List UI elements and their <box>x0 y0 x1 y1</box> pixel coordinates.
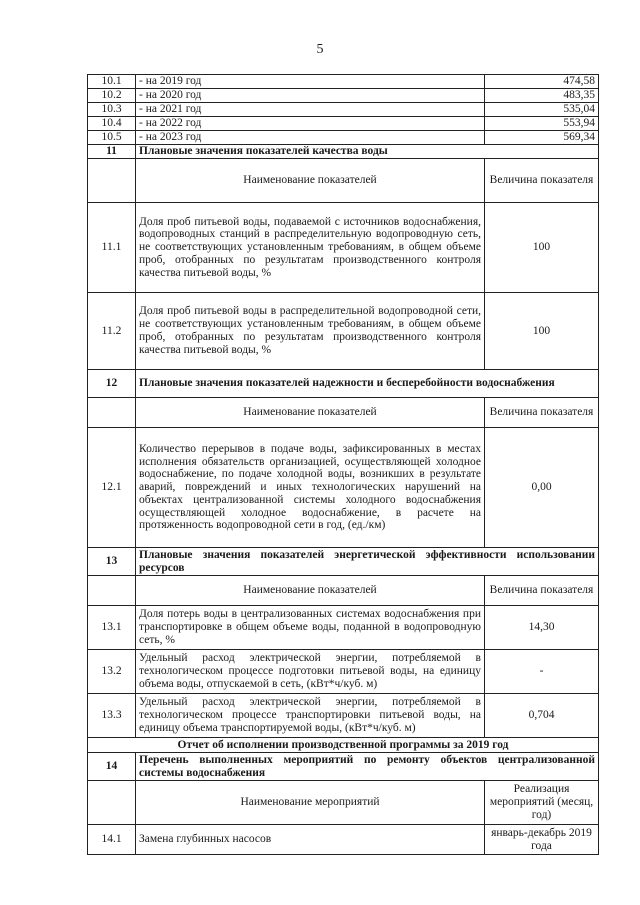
indicators-table <box>87 74 599 855</box>
row-value: 100 <box>485 203 599 293</box>
row-number: 10.2 <box>88 89 136 103</box>
row-number: 10.5 <box>88 131 136 145</box>
table-row <box>88 75 599 89</box>
column-header-row <box>88 398 599 428</box>
row-text: Доля потерь воды в централизованных системах водоснабжения при транспортировке в общем объеме воды, поданной в водопроводную сеть, % <box>136 606 485 650</box>
row-value: 474,58 <box>485 75 599 89</box>
row-text: Удельный расход электрической энергии, потребляемой в технологическом процессе транспортировки питьевой воды, на единицу объема транспортируемой воды, (кВт*ч/куб. м) <box>136 694 485 738</box>
table-row <box>88 117 599 131</box>
row-text: Доля проб питьевой воды в распределительной водопроводной сети, не соответствующих установленным требованиям, в общем объеме проб, отобранных по результатам производственного контроля качества питьевой воды, % <box>136 293 485 370</box>
column-header-name: Наименование мероприятий <box>136 781 485 825</box>
row-text: Количество перерывов в подаче воды, зафиксированных в местах исполнения обязательств организацией, осуществляющей холодное водоснабжение, по подаче холодной воды, возникших в результате аварий, повреждений и иных технологических нарушений на объектах централизованной системы холодного водоснабжения осуществляющей холодное водоснабжение, в расчете на протяженность водопроводной сети в год, (ед./км) <box>136 428 485 548</box>
column-header-value: Величина показателя <box>485 398 599 428</box>
section-number: 12 <box>88 370 136 398</box>
row-number: 11.2 <box>88 293 136 370</box>
column-header-row <box>88 159 599 203</box>
row-value: 553,94 <box>485 117 599 131</box>
row-number: 10.3 <box>88 103 136 117</box>
table-row <box>88 203 599 293</box>
report-title-row <box>88 738 599 753</box>
row-value: 0,704 <box>485 694 599 738</box>
column-header-name: Наименование показателей <box>136 398 485 428</box>
section-header-row <box>88 753 599 781</box>
column-header-row <box>88 576 599 606</box>
row-label: - на 2021 год <box>136 103 485 117</box>
column-header-name: Наименование показателей <box>136 159 485 203</box>
row-number: 10.1 <box>88 75 136 89</box>
row-label: - на 2023 год <box>136 131 485 145</box>
row-value: 0,00 <box>485 428 599 548</box>
row-value: 100 <box>485 293 599 370</box>
section-title: Плановые значения показателей энергетической эффективности использовании ресурсов <box>136 548 599 576</box>
row-text: Замена глубинных насосов <box>136 825 485 855</box>
row-value: 569,34 <box>485 131 599 145</box>
row-number: 11.1 <box>88 203 136 293</box>
row-text: Удельный расход электрической энергии, потребляемой в технологическом процессе подготовки питьевой воды, на единицу объема воды, отпускаемой в сеть, (кВт*ч/куб. м) <box>136 650 485 694</box>
section-title: Перечень выполненных мероприятий по ремонту объектов централизованной системы водоснабжения <box>136 753 599 781</box>
table-row <box>88 131 599 145</box>
row-value: 483,35 <box>485 89 599 103</box>
report-title: Отчет об исполнении производственной программы за 2019 год <box>88 738 599 753</box>
row-text: Доля проб питьевой воды, подаваемой с источников водоснабжения, водопроводных станций в распределительную водопроводную сеть, не соответствующих установленным требованиям, в общем объеме проб, отобранных по результатам производственного контроля качества питьевой воды, % <box>136 203 485 293</box>
row-value: - <box>485 650 599 694</box>
section-number: 13 <box>88 548 136 576</box>
row-number: 13.1 <box>88 606 136 650</box>
row-number: 14.1 <box>88 825 136 855</box>
table-row <box>88 694 599 738</box>
row-value: январь-декабрь 2019 года <box>485 825 599 855</box>
row-label: - на 2022 год <box>136 117 485 131</box>
section-header-row <box>88 370 599 398</box>
table-row <box>88 293 599 370</box>
row-label: - на 2020 год <box>136 89 485 103</box>
row-number: 13.2 <box>88 650 136 694</box>
table-row <box>88 650 599 694</box>
row-number: 13.3 <box>88 694 136 738</box>
row-label: - на 2019 год <box>136 75 485 89</box>
row-number: 12.1 <box>88 428 136 548</box>
table-row <box>88 103 599 117</box>
section-header-row <box>88 548 599 576</box>
section-header-row <box>88 145 599 159</box>
table-row <box>88 428 599 548</box>
column-header-value: Величина показателя <box>485 159 599 203</box>
column-header-value: Величина показателя <box>485 576 599 606</box>
column-header-value: Реализация мероприятий (месяц, год) <box>485 781 599 825</box>
table-row <box>88 89 599 103</box>
row-number: 10.4 <box>88 117 136 131</box>
section-title: Плановые значения показателей качества воды <box>136 145 599 159</box>
table-row <box>88 825 599 855</box>
row-value: 14,30 <box>485 606 599 650</box>
section-number: 14 <box>88 753 136 781</box>
section-title: Плановые значения показателей надежности и бесперебойности водоснабжения <box>136 370 599 398</box>
column-header-name: Наименование показателей <box>136 576 485 606</box>
column-header-row <box>88 781 599 825</box>
section-number: 11 <box>88 145 136 159</box>
page-number: 5 <box>316 42 324 57</box>
table-row <box>88 606 599 650</box>
row-value: 535,04 <box>485 103 599 117</box>
